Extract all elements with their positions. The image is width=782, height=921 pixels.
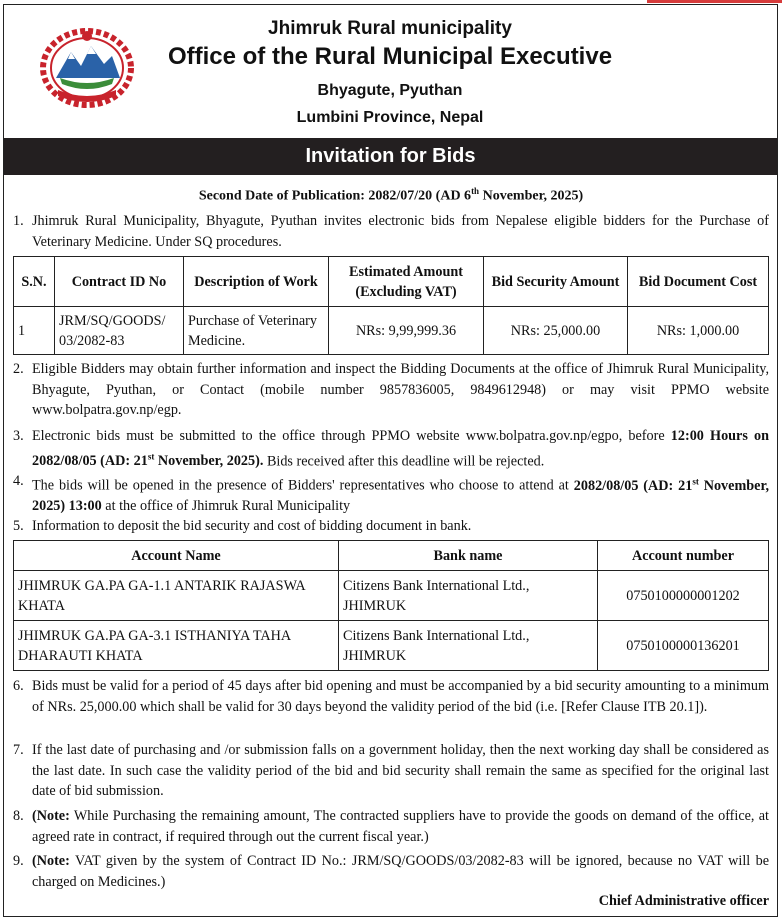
item-text (32, 426, 769, 472)
header-document-cost: Bid Document Cost (628, 257, 769, 307)
item-text-part: VAT given by the system of Contract ID No.: JRM/SQ/GOODS/03/2082-83 will be ignored, because no VAT will be charged on Medicines.) (32, 853, 769, 890)
item-6 (13, 676, 769, 717)
header-account-name: Account Name (14, 541, 339, 571)
table-header-row (14, 541, 769, 571)
cell-bank-name: Citizens Bank International Ltd., JHIMRUK (339, 571, 598, 621)
item-number: 6. (13, 678, 24, 694)
item-text-part: The bids will be opened in the presence of Bidders' representatives who choose to attend at (32, 477, 574, 494)
item-number: 9. (13, 853, 24, 869)
item-text: Jhimruk Rural Municipality, Bhyagute, Pyuthan invites electronic bids from Nepalese eligible bidders for the Purchase of Veterinary Medicine. Under SQ procedures. (32, 213, 769, 250)
item-text (32, 806, 769, 847)
municipality-name: Jhimruk Rural municipality (268, 18, 512, 39)
header-account-number: Account number (598, 541, 769, 571)
nepal-government-emblem-icon (38, 22, 136, 108)
table-row (14, 307, 769, 355)
item-text (32, 471, 769, 517)
item-text-part: Bids received after this deadline will be rejected. (263, 453, 545, 470)
item-text (32, 851, 769, 892)
cell-document-cost: NRs: 1,000.00 (628, 307, 769, 355)
bid-table (13, 256, 769, 355)
publication-date (0, 186, 782, 205)
item-deadline-sup: st (147, 451, 155, 462)
item-text: Eligible Bidders may obtain further information and inspect the Bidding Documents at the office of Jhimruk Rural Municipality, Bhyagute, Pyuthan, or Contact (mobile number 9857836005, 9849612948) or may visit PPMO website www.bolpatra.gov.np/egp. (32, 361, 769, 418)
notice-title-banner: Invitation for Bids (4, 138, 777, 175)
publication-date-sup: th (471, 186, 480, 196)
item-number: 1. (13, 213, 24, 229)
item-deadline-end: November, 2025). (154, 453, 264, 470)
header-bank-name: Bank name (339, 541, 598, 571)
item-deadline: 12:00 Hours on 2082/08/05 (AD: 21 (32, 428, 769, 470)
item-5 (13, 516, 769, 537)
item-2 (13, 359, 769, 421)
header-bid-security: Bid Security Amount (484, 257, 628, 307)
item-number: 3. (13, 428, 24, 444)
item-8 (13, 806, 769, 847)
cell-bank-name: Citizens Bank International Ltd., JHIMRUK (339, 621, 598, 671)
item-number: 5. (13, 518, 24, 534)
province-country: Lumbini Province, Nepal (296, 109, 484, 126)
cell-sn: 1 (14, 307, 55, 355)
header-contract-id: Contract ID No (55, 257, 184, 307)
item-number: 8. (13, 808, 24, 824)
cell-account-name: JHIMRUK GA.PA GA-1.1 ANTARIK RAJASWA KHATA (14, 571, 339, 621)
item-4 (13, 471, 769, 517)
item-text-part: at the office of Jhimruk Rural Municipality (101, 498, 351, 515)
item-1 (13, 211, 769, 252)
item-note-label: (Note: (32, 808, 70, 824)
item-number: 7. (13, 742, 24, 758)
item-opening-date: 2082/08/05 (AD: 21 (573, 477, 693, 494)
table-row (14, 571, 769, 621)
publication-date-prefix: Second Date of Publication: 2082/07/20 (AD 6 (198, 188, 472, 204)
cell-contract-id: JRM/SQ/GOODS/ 03/2082-83 (55, 307, 184, 355)
item-opening-sup: st (692, 476, 699, 486)
item-text: If the last date of purchasing and /or submission falls on a government holiday, then the next working day shall be considered as the last date. In such case the validity period of the bid and bid security shall remain the same as specified for the original last date of bid submission. (32, 742, 769, 799)
publication-date-suffix: November, 2025) (479, 188, 584, 204)
office-location: Bhyagute, Pyuthan (317, 82, 463, 99)
office-title: Office of the Rural Municipal Executive (167, 43, 613, 70)
item-note-label: (Note: (32, 853, 70, 869)
item-text: Bids must be valid for a period of 45 days after bid opening and must be accompanied by a bid security amounting to a minimum of NRs. 25,000.00 which shall be valid for 30 days beyond the validity period of the bid (i.e. [Refer Clause ITB 20.1]). (32, 678, 769, 715)
item-7 (13, 740, 769, 802)
cell-description: Purchase of Veterinary Medicine. (184, 307, 329, 355)
item-text-part: Electronic bids must be submitted to the office through PPMO website www.bolpatra.gov.np/egpo, before (32, 428, 671, 444)
item-text-part: While Purchasing the remaining amount, The contracted suppliers have to provide the goods on demand of the office, at agreed rate in contract, if required through out the current fiscal year.) (32, 808, 769, 845)
item-number: 4. (13, 473, 24, 489)
cell-account-name: JHIMRUK GA.PA GA-3.1 ISTHANIYA TAHA DHARAUTI KHATA (14, 621, 339, 671)
item-3 (13, 426, 769, 472)
header-estimated-amount: Estimated Amount (Excluding VAT) (329, 257, 484, 307)
item-9 (13, 851, 769, 892)
header-description: Description of Work (184, 257, 329, 307)
table-header-row (14, 257, 769, 307)
cell-estimated-amount: NRs: 9,99,999.36 (329, 307, 484, 355)
bank-table (13, 540, 769, 671)
top-accent-bar (647, 0, 782, 3)
header-sn: S.N. (14, 257, 55, 307)
signoff-title: Chief Administrative officer (598, 893, 769, 909)
item-text: Information to deposit the bid security and cost of bidding document in bank. (32, 518, 472, 534)
cell-bid-security: NRs: 25,000.00 (484, 307, 628, 355)
item-number: 2. (13, 361, 24, 377)
item-opening-end: November, 2025) 13:00 (32, 477, 769, 515)
cell-account-number: 0750100000136201 (598, 621, 769, 671)
table-row (14, 621, 769, 671)
cell-account-number: 0750100000001202 (598, 571, 769, 621)
